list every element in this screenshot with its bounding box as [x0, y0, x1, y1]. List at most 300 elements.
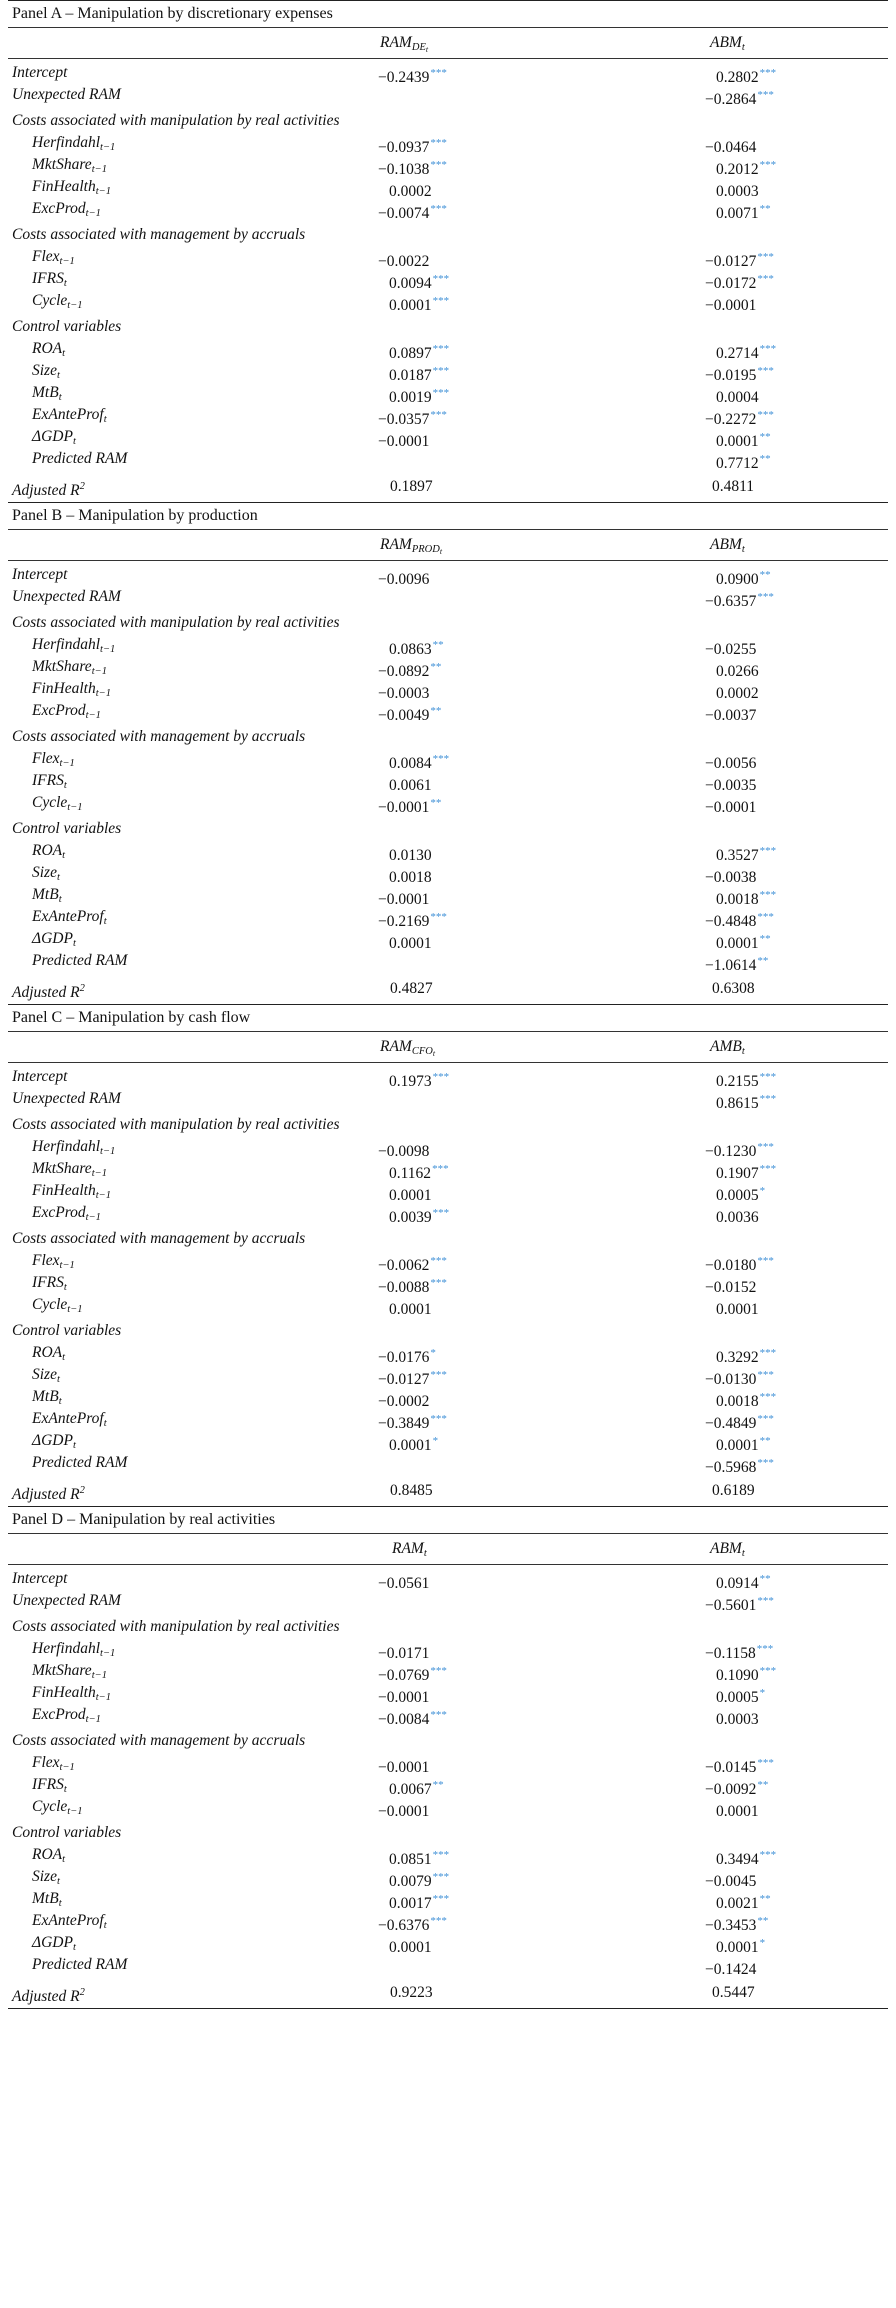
- coefficient-value: 0.0001: [716, 433, 759, 450]
- variable-name: ExAnteProf: [32, 1912, 104, 1929]
- variable-name: Cycle: [32, 292, 68, 309]
- significance-stars: ***: [430, 1413, 447, 1425]
- abm-column-value: [705, 950, 768, 977]
- coefficient-value: −0.0171: [378, 1645, 430, 1662]
- variable-row: [0, 748, 896, 770]
- significance-stars: ***: [432, 1207, 450, 1219]
- coefficient-value: 0.0900: [716, 571, 759, 588]
- variable-name: MtB: [32, 1388, 59, 1405]
- significance-stars: ***: [430, 1369, 447, 1381]
- section-heading-text: Costs associated with management by accruals: [12, 1230, 306, 1247]
- column-header-subscript: t: [423, 1548, 427, 1559]
- coefficient-value: 0.2802: [716, 69, 759, 86]
- variable-name: Herfindahl: [32, 1640, 101, 1657]
- variable-name: FinHealth: [32, 680, 96, 697]
- abm-column-value: 0.5447: [712, 1984, 755, 2001]
- variable-subscript: t−1: [59, 1762, 75, 1773]
- coefficient-value: 0.0001: [389, 1187, 432, 1204]
- variable-name: Predicted RAM: [32, 952, 128, 969]
- significance-stars: ***: [432, 1071, 450, 1083]
- variable-row: [0, 1202, 896, 1224]
- variable-row: [0, 950, 896, 972]
- significance-stars: **: [430, 661, 442, 673]
- significance-stars: **: [759, 431, 771, 443]
- significance-stars: ***: [430, 1277, 447, 1289]
- significance-stars: ***: [432, 1163, 449, 1175]
- variable-row: [0, 884, 896, 906]
- variable-subscript: t−1: [100, 142, 116, 153]
- coefficient-value: 0.0018: [716, 1393, 759, 1410]
- adjusted-r2-superscript: 2: [79, 1987, 85, 1998]
- significance-stars: ***: [757, 1413, 774, 1425]
- variable-row: [0, 1954, 896, 1976]
- variable-row: [0, 1866, 896, 1888]
- variable-row: [0, 1774, 896, 1796]
- section-heading-text: Control variables: [12, 1824, 122, 1841]
- section-heading: [0, 814, 896, 840]
- variable-name: MtB: [32, 886, 59, 903]
- coefficient-value: −0.0464: [705, 139, 757, 156]
- coefficient-value: 0.3292: [716, 1349, 759, 1366]
- variable-subscript: t−1: [85, 710, 101, 721]
- coefficient-value: −0.1038: [378, 161, 430, 178]
- significance-stars: ***: [757, 273, 774, 285]
- variable-name: IFRS: [32, 270, 64, 287]
- variable-row: [0, 906, 896, 928]
- variable-subscript: t−1: [67, 802, 83, 813]
- coefficient-value: 0.1090: [716, 1667, 759, 1684]
- variable-subscript: t: [56, 872, 60, 883]
- intercept-row: [0, 564, 896, 586]
- coefficient-value: −0.0145: [705, 1759, 757, 1776]
- variable-name: ExcProd: [32, 1706, 86, 1723]
- variable-name: Predicted RAM: [32, 450, 128, 467]
- adjusted-r2-superscript: 2: [79, 481, 85, 492]
- coefficient-value: −0.0088: [378, 1279, 430, 1296]
- coefficient-value: −0.0037: [705, 707, 757, 724]
- variable-subscript: t: [62, 1352, 66, 1363]
- variable-subscript: t: [72, 1942, 76, 1953]
- significance-stars: **: [757, 1779, 769, 1791]
- adjusted-r2-label: [12, 476, 85, 502]
- section-heading: [0, 722, 896, 748]
- variable-subscript: t−1: [67, 1304, 83, 1315]
- column-header-subscript-t: t: [439, 547, 443, 556]
- intercept-row: [0, 62, 896, 84]
- coefficient-value: 0.0002: [389, 183, 432, 200]
- unexpected-row: [0, 1088, 896, 1110]
- coefficient-value: 0.1907: [716, 1165, 759, 1182]
- significance-stars: *: [759, 1937, 766, 1949]
- variable-row: [0, 1888, 896, 1910]
- section-heading-text: Costs associated with manipulation by real activities: [12, 1116, 340, 1133]
- coefficient-value: −0.0002: [378, 1393, 430, 1410]
- coefficient-value: 0.2714: [716, 345, 759, 362]
- variable-subscript: t: [56, 370, 60, 381]
- coefficient-value: −0.0098: [378, 1143, 430, 1160]
- coefficient-value: 0.8615: [716, 1095, 759, 1112]
- variable-row: [0, 154, 896, 176]
- variable-subscript: t: [56, 1374, 60, 1385]
- coefficient-value: 0.0003: [716, 183, 759, 200]
- variable-name: Flex: [32, 1252, 60, 1269]
- abm-column-value: 0.4811: [712, 478, 755, 495]
- variable-label: [32, 448, 127, 470]
- coefficient-value: −0.4848: [705, 913, 757, 930]
- variable-row: [0, 1932, 896, 1954]
- coefficient-value: −0.6357: [705, 593, 757, 610]
- significance-stars: **: [759, 1435, 771, 1447]
- adjusted-r2-row: [0, 1480, 896, 1502]
- intercept-label: Intercept: [12, 1068, 68, 1085]
- coefficient-value: 0.0021: [716, 1895, 759, 1912]
- variable-row: [0, 1342, 896, 1364]
- panel-title: Panel B – Manipulation by production: [12, 507, 258, 524]
- variable-name: ExcProd: [32, 702, 86, 719]
- variable-name: IFRS: [32, 1776, 64, 1793]
- coefficient-value: −0.2864: [705, 91, 757, 108]
- column-header-subscript: CFO: [411, 1046, 433, 1057]
- coefficient-value: −0.0769: [378, 1667, 430, 1684]
- variable-row: [0, 448, 896, 470]
- variable-subscript: t−1: [91, 164, 107, 175]
- abm-column-value: [705, 1452, 774, 1479]
- variable-row: [0, 404, 896, 426]
- significance-stars: **: [757, 1915, 769, 1927]
- coefficient-value: 0.0003: [716, 1711, 759, 1728]
- variable-subscript: t: [103, 1920, 107, 1931]
- coefficient-value: 0.0018: [389, 869, 432, 886]
- variable-row: [0, 1452, 896, 1474]
- coefficient-value: −0.2272: [705, 411, 757, 428]
- ram-column-value: [378, 1452, 379, 1479]
- coefficient-value: 0.0005: [716, 1187, 759, 1204]
- variable-name: MktShare: [32, 658, 92, 675]
- significance-stars: ***: [430, 1709, 447, 1721]
- variable-row: [0, 678, 896, 700]
- variable-subscript: t: [63, 780, 67, 791]
- column-header-subscript-t: t: [432, 1049, 436, 1058]
- significance-stars: ***: [757, 409, 774, 421]
- variable-row: [0, 1180, 896, 1202]
- variable-row: [0, 1752, 896, 1774]
- variable-name: Herfindahl: [32, 1138, 101, 1155]
- significance-stars: ***: [432, 387, 450, 399]
- variable-name: Cycle: [32, 1798, 68, 1815]
- significance-stars: ***: [757, 911, 774, 923]
- abm-column-value: [705, 1954, 757, 1981]
- variable-row: [0, 1704, 896, 1726]
- body-rule: [8, 1564, 888, 1565]
- variable-subscript: t−1: [85, 1212, 101, 1223]
- variable-row: [0, 840, 896, 862]
- coefficient-value: 0.0130: [389, 847, 432, 864]
- variable-subscript: t: [63, 278, 67, 289]
- intercept-row: [0, 1568, 896, 1590]
- section-heading: [0, 220, 896, 246]
- significance-stars: ***: [430, 159, 447, 171]
- section-heading-text: Costs associated with management by accruals: [12, 226, 306, 243]
- coefficient-value: 0.0001: [389, 935, 432, 952]
- column-header-base: RAM: [392, 1540, 424, 1557]
- variable-row: [0, 1158, 896, 1180]
- column-header-subscript: DE: [411, 42, 426, 53]
- coefficient-value: 0.0914: [716, 1575, 759, 1592]
- variable-subscript: t−1: [100, 644, 116, 655]
- significance-stars: ***: [757, 1595, 774, 1607]
- significance-stars: **: [759, 1573, 771, 1585]
- significance-stars: ***: [432, 365, 450, 377]
- variable-subscript: t: [62, 348, 66, 359]
- coefficient-value: 0.0002: [716, 685, 759, 702]
- significance-stars: ***: [430, 1915, 447, 1927]
- coefficient-value: −0.0195: [705, 367, 757, 384]
- coefficient-value: −0.0892: [378, 663, 430, 680]
- unexpected-label: Unexpected RAM: [12, 86, 121, 103]
- variable-row: [0, 198, 896, 220]
- coefficient-value: 0.0001: [389, 1437, 432, 1454]
- variable-row: [0, 1682, 896, 1704]
- significance-stars: ***: [759, 159, 777, 171]
- ram-column-value: [378, 1954, 379, 1981]
- variable-label: [32, 1954, 127, 1976]
- coefficient-value: −0.0062: [378, 1257, 430, 1274]
- column-header-subscript-t: t: [425, 45, 429, 54]
- coefficient-value: −0.2439: [378, 69, 430, 86]
- section-heading: [0, 1110, 896, 1136]
- significance-stars: **: [432, 1779, 444, 1791]
- intercept-label: Intercept: [12, 64, 68, 81]
- variable-row: [0, 1638, 896, 1660]
- significance-stars: ***: [759, 1347, 777, 1359]
- variable-name: MktShare: [32, 156, 92, 173]
- coefficient-value: 0.0851: [389, 1851, 432, 1868]
- column-header-ram: [380, 1032, 435, 1069]
- column-header-base: AMB: [710, 1038, 742, 1055]
- column-header-subscript: t: [741, 1548, 745, 1559]
- variable-row: [0, 176, 896, 198]
- coefficient-value: −0.1424: [705, 1961, 757, 1978]
- coefficient-value: 0.3527: [716, 847, 759, 864]
- variable-row: [0, 928, 896, 950]
- significance-stars: ***: [432, 1893, 450, 1905]
- panel-title: Panel D – Manipulation by real activities: [12, 1511, 276, 1528]
- variable-subscript: t−1: [95, 1190, 111, 1201]
- panel-a: [0, 1, 896, 503]
- variable-name: ExcProd: [32, 1204, 86, 1221]
- coefficient-value: −0.0074: [378, 205, 430, 222]
- variable-row: [0, 792, 896, 814]
- adjusted-r2-label: [12, 978, 85, 1004]
- variable-name: MktShare: [32, 1662, 92, 1679]
- variable-name: FinHealth: [32, 1182, 96, 1199]
- ram-column-value: [378, 448, 379, 475]
- intercept-row: [0, 1066, 896, 1088]
- adjusted-r2-superscript: 2: [79, 1485, 85, 1496]
- variable-subscript: t: [103, 916, 107, 927]
- significance-stars: ***: [759, 889, 777, 901]
- significance-stars: ***: [757, 1141, 774, 1153]
- significance-stars: ***: [759, 67, 777, 79]
- coefficient-value: −0.0152: [705, 1279, 757, 1296]
- variable-subscript: t: [72, 436, 76, 447]
- significance-stars: ***: [432, 1871, 450, 1883]
- panel-title: Panel C – Manipulation by cash flow: [12, 1009, 251, 1026]
- section-heading: [0, 1818, 896, 1844]
- variable-subscript: t−1: [100, 1146, 116, 1157]
- variable-subscript: t−1: [59, 256, 75, 267]
- body-rule: [8, 1062, 888, 1063]
- coefficient-value: −0.0561: [378, 1575, 430, 1592]
- significance-stars: *: [430, 1347, 436, 1359]
- ram-column-value: 0.9223: [390, 1984, 433, 2001]
- coefficient-value: 0.0187: [389, 367, 432, 384]
- coefficient-value: −0.0130: [705, 1371, 757, 1388]
- variable-row: [0, 1136, 896, 1158]
- coefficient-value: −0.2169: [378, 913, 430, 930]
- coefficient-value: 0.7712: [716, 455, 759, 472]
- variable-row: [0, 360, 896, 382]
- adjusted-r2-row: [0, 476, 896, 498]
- adjusted-r2-row: [0, 978, 896, 1000]
- coefficient-value: −0.5601: [705, 1597, 757, 1614]
- coefficient-value: 0.0001: [389, 1301, 432, 1318]
- coefficient-value: −0.0001: [378, 1759, 430, 1776]
- variable-row: [0, 1796, 896, 1818]
- variable-name: Herfindahl: [32, 134, 101, 151]
- significance-stars: ***: [759, 343, 777, 355]
- column-header-ram: [392, 1534, 427, 1569]
- coefficient-value: 0.0067: [389, 1781, 432, 1798]
- unexpected-row: [0, 1590, 896, 1612]
- coefficient-value: 0.0266: [716, 663, 759, 680]
- significance-stars: **: [759, 569, 771, 581]
- variable-row: [0, 862, 896, 884]
- variable-subscript: t−1: [67, 1806, 83, 1817]
- column-header-subscript: PROD: [411, 544, 440, 555]
- coefficient-value: 0.0001: [716, 1803, 759, 1820]
- significance-stars: **: [430, 797, 442, 809]
- panel-title: Panel A – Manipulation by discretionary expenses: [12, 5, 333, 22]
- significance-stars: ***: [759, 1093, 777, 1105]
- coefficient-value: −0.0180: [705, 1257, 757, 1274]
- variable-subscript: t−1: [91, 1670, 107, 1681]
- adjusted-r2-label: [12, 1480, 85, 1506]
- variable-row: [0, 1430, 896, 1452]
- coefficient-value: 0.0018: [716, 891, 759, 908]
- ram-column-value: 0.8485: [390, 1482, 433, 1499]
- variable-subscript: t−1: [95, 688, 111, 699]
- column-header-subscript: t: [741, 544, 745, 555]
- significance-stars: **: [430, 705, 442, 717]
- section-heading-text: Control variables: [12, 1322, 122, 1339]
- variable-name: Herfindahl: [32, 636, 101, 653]
- coefficient-value: 0.0094: [389, 275, 432, 292]
- unexpected-label: Unexpected RAM: [12, 1592, 121, 1609]
- variable-name: MktShare: [32, 1160, 92, 1177]
- variable-subscript: t: [63, 1282, 67, 1293]
- variable-name: Predicted RAM: [32, 1454, 128, 1471]
- coefficient-value: 0.0001: [389, 1939, 432, 1956]
- section-heading-text: Costs associated with management by accruals: [12, 1732, 306, 1749]
- coefficient-value: 0.3494: [716, 1851, 759, 1868]
- coefficient-value: 0.0071: [716, 205, 759, 222]
- variable-name: IFRS: [32, 772, 64, 789]
- coefficient-value: 0.0001: [716, 1301, 759, 1318]
- coefficient-value: −0.0172: [705, 275, 757, 292]
- variable-row: [0, 770, 896, 792]
- significance-stars: ***: [756, 1643, 774, 1655]
- variable-subscript: t: [58, 1898, 62, 1909]
- variable-row: [0, 1844, 896, 1866]
- variable-row: [0, 338, 896, 360]
- variable-subscript: t−1: [91, 1168, 107, 1179]
- coefficient-value: −0.0096: [378, 571, 430, 588]
- coefficient-value: −0.0049: [378, 707, 430, 724]
- column-header-row: [0, 530, 896, 560]
- adjusted-r2-text: Adjusted R: [12, 482, 80, 500]
- coefficient-value: 0.0001: [716, 1437, 759, 1454]
- variable-label: [32, 1452, 127, 1474]
- variable-row: [0, 426, 896, 448]
- column-header-abm: [710, 1534, 745, 1569]
- significance-stars: **: [759, 933, 771, 945]
- variable-name: Size: [32, 362, 57, 379]
- significance-stars: ***: [432, 295, 450, 307]
- coefficient-value: 0.0039: [389, 1209, 432, 1226]
- coefficient-value: −0.0035: [705, 777, 757, 794]
- significance-stars: ***: [757, 1757, 774, 1769]
- section-heading-text: Control variables: [12, 820, 122, 837]
- variable-row: [0, 246, 896, 268]
- variable-row: [0, 1660, 896, 1682]
- significance-stars: ***: [432, 753, 450, 765]
- coefficient-value: −0.6376: [378, 1917, 430, 1934]
- section-heading-text: Costs associated with management by accruals: [12, 728, 306, 745]
- variable-row: [0, 656, 896, 678]
- significance-stars: *: [432, 1435, 439, 1447]
- variable-name: Cycle: [32, 1296, 68, 1313]
- variable-name: MtB: [32, 384, 59, 401]
- variable-name: Size: [32, 1868, 57, 1885]
- variable-subscript: t: [56, 1876, 60, 1887]
- coefficient-value: 0.0079: [389, 1873, 432, 1890]
- variable-row: [0, 1364, 896, 1386]
- variable-subscript: t−1: [91, 666, 107, 677]
- coefficient-value: −0.0255: [705, 641, 757, 658]
- coefficient-value: −0.0001: [378, 433, 430, 450]
- panel-c: [0, 1005, 896, 1507]
- coefficient-value: −0.3453: [705, 1917, 757, 1934]
- column-header-base: RAM: [380, 34, 412, 51]
- variable-name: Cycle: [32, 794, 68, 811]
- section-heading: [0, 1316, 896, 1342]
- variable-row: [0, 132, 896, 154]
- coefficient-value: 0.1973: [389, 1073, 432, 1090]
- coefficient-value: −0.0001: [378, 891, 430, 908]
- significance-stars: ***: [430, 1665, 447, 1677]
- variable-subscript: t−1: [85, 208, 101, 219]
- coefficient-value: −0.0001: [705, 297, 757, 314]
- abm-column-value: 0.6308: [712, 980, 755, 997]
- variable-row: [0, 1250, 896, 1272]
- significance-stars: ***: [430, 409, 447, 421]
- coefficient-value: −0.0001: [378, 1803, 430, 1820]
- significance-stars: ***: [757, 251, 774, 263]
- unexpected-row: [0, 84, 896, 106]
- significance-stars: ***: [757, 89, 774, 101]
- variable-row: [0, 1408, 896, 1430]
